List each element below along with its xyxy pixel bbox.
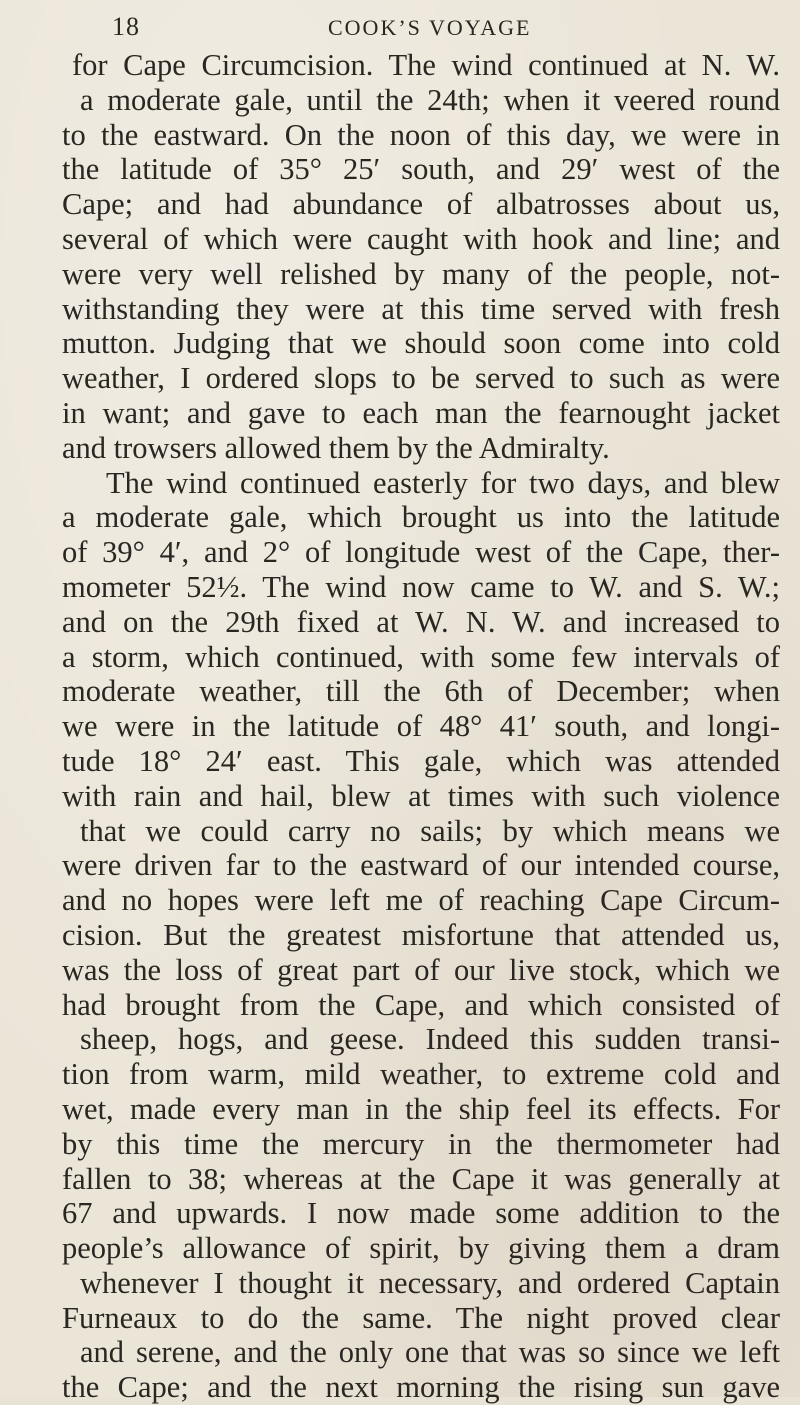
text-line: and serene, and the only one that was so since we left <box>80 1335 780 1370</box>
text-line: whenever I thought it necessary, and ordered Captain <box>80 1265 780 1300</box>
text-line: and trowsers allowed them by the Admiralty. <box>62 430 610 465</box>
text-line: in want; and gave to each man the fearnought jacket <box>62 395 780 430</box>
text-line: a moderate gale, which brought us into the latitude <box>62 500 780 535</box>
text-line: was the loss of great part of our live stock, which we <box>62 952 780 987</box>
text-line: the latitude of 35° 25′ south, and 29′ west of the <box>62 152 780 187</box>
text-line: several of which were caught with hook and line; and <box>62 221 780 256</box>
text-line: cision. But the greatest misfortune that attended us, <box>62 917 780 952</box>
text-line: tude 18° 24′ east. This gale, which was attended <box>62 743 780 778</box>
text-line: moderate weather, till the 6th of December; when <box>62 674 780 709</box>
text-line: sheep, hogs, and geese. Indeed this sudden transi- <box>80 1022 780 1057</box>
text-line: had brought from the Cape, and which consisted of <box>62 987 780 1022</box>
text-line: were driven far to the eastward of our intended course, <box>62 848 780 883</box>
text-line: to the eastward. On the noon of this day, we were in <box>62 117 780 152</box>
text-line: a moderate gale, until the 24th; when it veered round <box>80 82 780 117</box>
text-line: and no hopes were left me of reaching Cape Circum- <box>62 883 780 918</box>
page-header <box>112 10 712 46</box>
text-line: the Cape; and the next morning the rising sun gave <box>62 1370 780 1405</box>
page-number: 18 <box>112 12 140 41</box>
text-line: Cape; and had abundance of albatrosses about us, <box>62 187 780 222</box>
text-line: that we could carry no sails; by which means we <box>80 813 780 848</box>
text-line: by this time the mercury in the thermometer had <box>62 1126 780 1161</box>
text-line: 67 and upwards. I now made some addition to the <box>62 1196 780 1231</box>
text-line: mometer 52½. The wind now came to W. and S. W.; <box>62 569 780 604</box>
text-line: and on the 29th fixed at W. N. W. and increased to <box>62 604 780 639</box>
text-line: a storm, which continued, with some few intervals of <box>62 639 780 674</box>
text-line: mutton. Judging that we should soon come into cold <box>62 326 780 361</box>
text-line: Furneaux to do the same. The night proved clear <box>62 1300 780 1335</box>
text-line: tion from warm, mild weather, to extreme cold and <box>62 1057 780 1092</box>
text-line: with rain and hail, blew at times with such violence <box>62 778 780 813</box>
text-line: withstanding they were at this time served with fresh <box>62 291 780 326</box>
text-line: were very well relished by many of the people, not- <box>62 256 780 291</box>
text-line: fallen to 38; whereas at the Cape it was generally at <box>62 1161 780 1196</box>
text-line: weather, I ordered slops to be served to such as were <box>62 361 780 396</box>
text-line: of 39° 4′, and 2° of longitude west of the Cape, ther- <box>62 535 780 570</box>
running-head: COOK’S VOYAGE <box>328 15 532 40</box>
text-line: wet, made every man in the ship feel its effects. For <box>62 1091 780 1126</box>
text-line: for Cape Circumcision. The wind continued at N. W. <box>72 48 780 82</box>
text-line-paragraph-start: The wind continued easterly for two days, and blew <box>106 465 780 500</box>
text-line: people’s allowance of spirit, by giving them a dram <box>62 1231 780 1266</box>
body-text <box>42 48 780 1405</box>
text-line: we were in the latitude of 48° 41′ south, and longi- <box>62 709 780 744</box>
